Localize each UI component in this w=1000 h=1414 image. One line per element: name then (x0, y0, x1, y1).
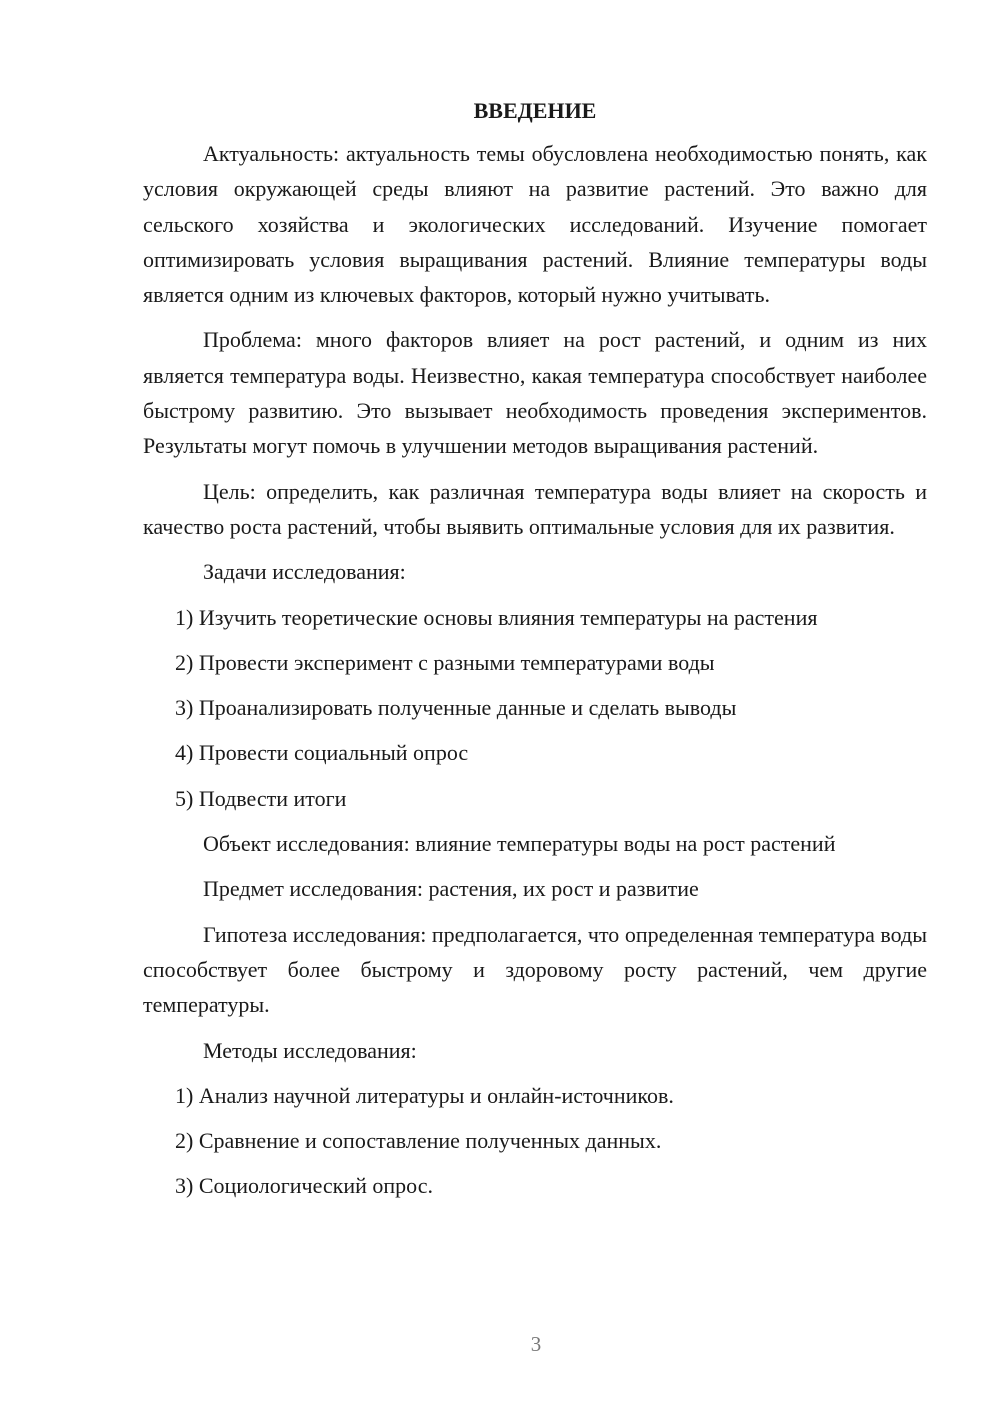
hypothesis-paragraph: Гипотеза исследования: предполагается, что определенная температура воды способствует более быстрому и здоровому росту растений, чем другие температуры. (143, 921, 927, 1018)
method-item: 1) Анализ научной литературы и онлайн-источников. (175, 1082, 674, 1108)
subject-line: Предмет исследования: растения, их рост и развитие (203, 876, 699, 902)
method-item: 3) Социологический опрос. (175, 1173, 433, 1199)
methods-heading: Методы исследования: (203, 1037, 417, 1063)
task-item: 3) Проанализировать полученные данные и сделать выводы (175, 695, 737, 721)
goal-paragraph: Цель: определить, как различная температура воды влияет на скорость и качество роста растений, чтобы выявить оптимальные условия для их развития. (143, 478, 927, 539)
task-item: 5) Подвести итоги (175, 785, 347, 811)
task-item: 2) Провести эксперимент с разными температурами воды (175, 649, 715, 675)
problem-paragraph: Проблема: много факторов влияет на рост растений, и одним из них является температура воды. Неизвестно, какая температура способствует наиболее быстрому развитию. Это вызывает необходимость проведения экспериментов. Результаты могут помочь в улучшении методов выращивания растений. (143, 327, 927, 459)
relevance-paragraph: Актуальность: актуальность темы обусловлена необходимостью понять, как условия окружающей среды влияют на развитие растений. Это важно для сельского хозяйства и экологических исследований. Изучение помогает оптимизировать условия выращивания растений. Влияние температуры воды является одним из ключевых факторов, который нужно учитывать. (143, 141, 927, 308)
page-content (143, 96, 927, 1214)
tasks-list (143, 600, 927, 816)
task-item: 1) Изучить теоретические основы влияния температуры на растения (175, 604, 818, 630)
tasks-heading: Задачи исследования: (203, 559, 406, 585)
object-line: Объект исследования: влияние температуры воды на рост растений (203, 831, 836, 857)
task-item: 4) Провести социальный опрос (175, 740, 469, 766)
method-item: 2) Сравнение и сопоставление полученных данных. (175, 1128, 662, 1154)
section-title: ВВЕДЕНИЕ (473, 98, 597, 123)
page-number: 3 (530, 1332, 542, 1356)
methods-list (143, 1078, 927, 1204)
